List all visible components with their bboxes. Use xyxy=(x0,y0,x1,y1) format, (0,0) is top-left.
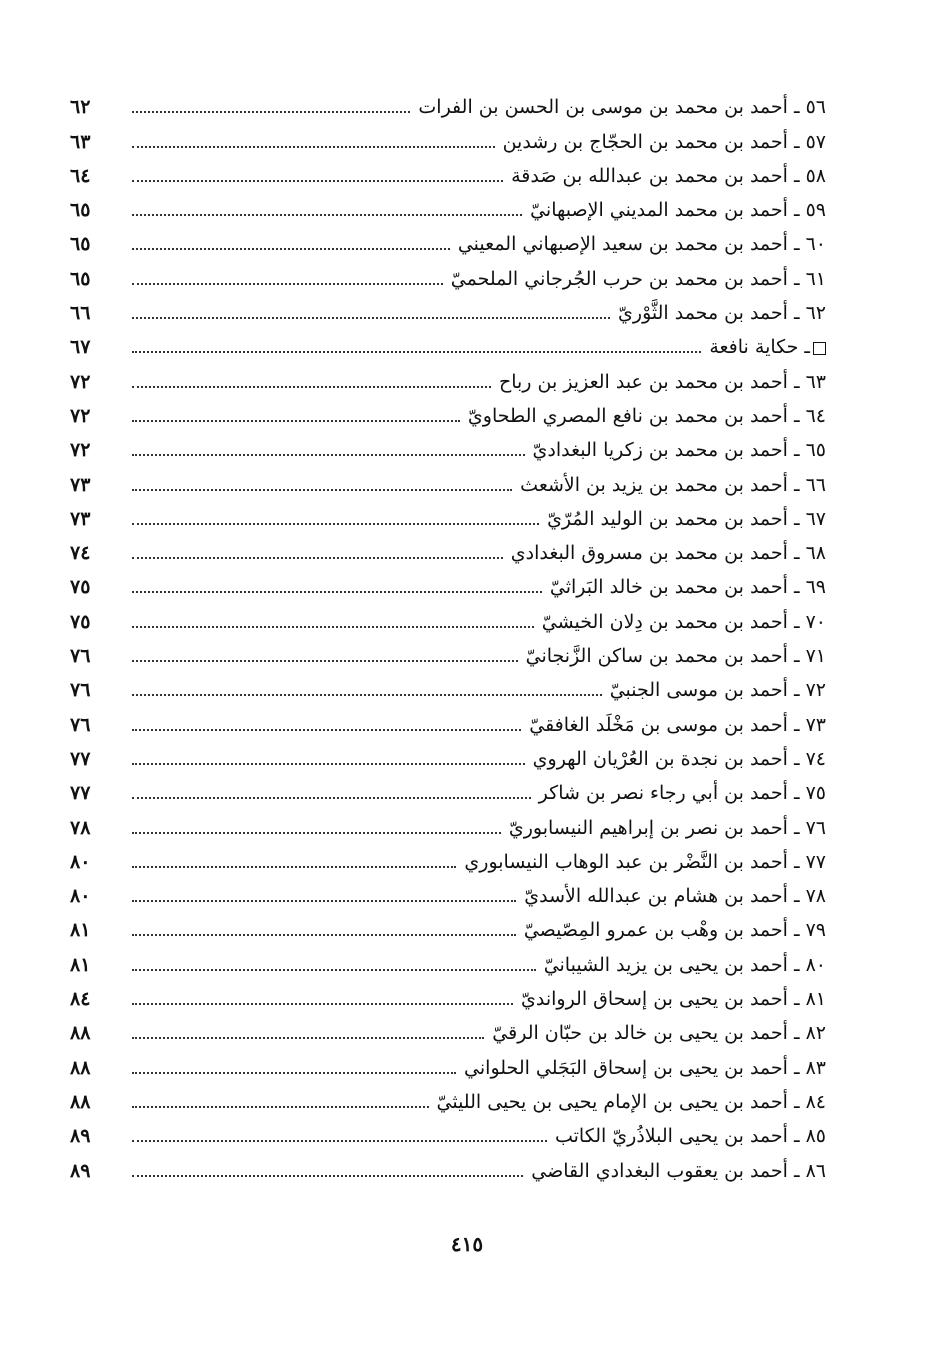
toc-entry-page: ٦٧ xyxy=(70,336,91,359)
toc-entry xyxy=(70,977,826,1011)
toc-entry-text: ٨١ ـ أحمد بن يحيى بن إسحاق الروانديّ xyxy=(520,988,826,1011)
toc-entry-text: ٦٢ ـ أحمد بن محمد الثَّوْريّ xyxy=(618,302,826,325)
toc-entry-title xyxy=(531,781,826,805)
dot-leader xyxy=(132,797,531,799)
dot-leader xyxy=(132,386,491,388)
toc-entry-text: ٥٧ ـ أحمد بن محمد بن الحجّاج بن رشدين xyxy=(502,130,826,153)
dot-leader xyxy=(132,1037,484,1039)
dot-leader xyxy=(132,180,503,182)
toc-entry-page: ٧٢ xyxy=(70,370,91,393)
toc-entry-title xyxy=(521,713,826,737)
dot-leader xyxy=(132,1140,547,1142)
toc-entry-text: ٧٢ ـ أحمد بن موسى الجنبيّ xyxy=(609,679,826,702)
dot-leader xyxy=(132,591,542,593)
dot-leader xyxy=(132,866,456,868)
toc-entry-page: ٧٤ xyxy=(70,542,91,565)
toc-entry-page: ٨١ xyxy=(70,919,91,942)
toc-entry-page: ٧٣ xyxy=(70,473,91,496)
dot-leader xyxy=(132,557,503,559)
toc-entry-page: ٧٧ xyxy=(70,747,91,770)
toc-entry xyxy=(70,85,826,119)
toc-entry-page: ٧٥ xyxy=(70,576,91,599)
toc-entry-text: ٧٨ ـ أحمد بن هشام بن عبدالله الأسديّ xyxy=(524,885,826,908)
toc-entry-page: ٧٣ xyxy=(70,507,91,530)
toc-entry xyxy=(70,154,826,188)
toc-entry-title xyxy=(429,1090,827,1114)
dot-leader xyxy=(132,214,522,216)
toc-entry-text: ـ حكاية نافعة xyxy=(709,336,810,359)
toc-entry-page: ٦٣ xyxy=(70,130,91,153)
toc-entry xyxy=(70,497,826,531)
square-bullet-icon xyxy=(813,342,826,355)
toc-entry-title xyxy=(410,95,826,119)
toc-entry xyxy=(70,1045,826,1079)
toc-entry-text: ٥٦ ـ أحمد بن محمد بن موسى بن الحسن بن الفرات xyxy=(418,96,826,119)
dot-leader xyxy=(132,626,534,628)
toc-entry-page: ٦٤ xyxy=(70,164,91,187)
toc-entry-page: ٨٨ xyxy=(70,1056,91,1079)
toc-entry xyxy=(70,291,826,325)
toc-entry-title xyxy=(525,747,826,771)
toc-entry xyxy=(70,359,826,393)
toc-entry-text: ٧٣ ـ أحمد بن موسى بن مَخْلَد الغافقيّ xyxy=(529,713,826,736)
dot-leader xyxy=(132,111,410,113)
toc-entry-text: ٧٧ ـ أحمد بن النَّضْر بن عبد الوهاب النيسابوري xyxy=(464,850,826,873)
dot-leader xyxy=(132,420,460,422)
toc-entry xyxy=(70,428,826,462)
toc-entry-page: ٦٥ xyxy=(70,199,91,222)
toc-entry-page: ٧٧ xyxy=(70,782,91,805)
toc-entry xyxy=(70,1148,826,1182)
toc-entry-text: ٧٦ ـ أحمد بن نصر بن إبراهيم النيسابوريّ xyxy=(508,816,826,839)
dot-leader xyxy=(132,694,602,696)
toc-entry xyxy=(70,805,826,839)
toc-entry-text: ٨٤ ـ أحمد بن يحيى بن الإمام يحيى بن يحيى الليثيّ xyxy=(436,1090,826,1113)
toc-entry-title xyxy=(539,507,826,531)
toc-entry-title xyxy=(516,884,826,908)
dot-leader xyxy=(132,934,516,936)
toc-entry-page: ٨٠ xyxy=(70,885,91,908)
toc-entry-title xyxy=(501,816,826,840)
toc-entry xyxy=(70,668,826,702)
toc-entry-text: ٧١ ـ أحمد بن محمد بن ساكن الزَّنجانيّ xyxy=(525,645,826,668)
toc-entry-text: ٨٠ ـ أحمد بن يحيى بن يزيد الشيبانيّ xyxy=(543,953,826,976)
toc-entry-title xyxy=(443,267,826,291)
toc-entry-text: ٦٠ ـ أحمد بن محمد بن سعيد الإصبهاني المعيني xyxy=(457,233,826,256)
toc-entry-title xyxy=(484,1021,826,1045)
dot-leader xyxy=(132,489,512,491)
toc-entry-text: ٦٤ ـ أحمد بن محمد بن نافع المصري الطحاويّ xyxy=(467,404,826,427)
dot-leader xyxy=(132,283,443,285)
toc-entry xyxy=(70,531,826,565)
toc-entry-page: ٧٢ xyxy=(70,439,91,462)
toc-entry-text: ٧٩ ـ أحمد بن وهْب بن عمرو المِصّيصيّ xyxy=(523,919,826,942)
toc-entry xyxy=(70,908,826,942)
toc-entry-page: ٨٩ xyxy=(70,1125,91,1148)
toc-entry-page: ٨٤ xyxy=(70,988,91,1011)
toc-entry-title xyxy=(516,918,826,942)
toc-entry-title xyxy=(456,1056,826,1080)
toc-entry xyxy=(70,1080,826,1114)
toc-entry-title xyxy=(525,438,826,462)
dot-leader xyxy=(132,248,450,250)
toc-entry-text: ٦١ ـ أحمد بن محمد بن حرب الجُرجاني الملحميّ xyxy=(450,267,826,290)
toc-entry-text: ٦٦ ـ أحمد بن محمد بن يزيد بن الأشعث xyxy=(520,473,826,496)
dot-leader xyxy=(132,660,518,662)
toc-entry-title xyxy=(503,164,826,188)
dot-leader xyxy=(132,900,516,902)
toc-entry xyxy=(70,119,826,153)
dot-leader xyxy=(132,351,701,353)
toc-entry xyxy=(70,394,826,428)
toc-entry-page: ٧٥ xyxy=(70,610,91,633)
toc-entry-text: ٥٩ ـ أحمد بن محمد المديني الإصبهانيّ xyxy=(530,199,826,222)
dot-leader xyxy=(132,1106,429,1108)
toc-entry xyxy=(70,222,826,256)
toc-entry-title xyxy=(512,473,826,497)
toc-entry-title xyxy=(610,301,826,325)
dot-leader xyxy=(132,729,521,731)
toc-entry-title xyxy=(522,198,826,222)
toc-entry-text: ٦٧ ـ أحمد بن محمد بن الوليد المُرّيّ xyxy=(547,507,826,530)
dot-leader xyxy=(132,1072,456,1074)
dot-leader xyxy=(132,969,536,971)
toc-entry-text: ٨٢ ـ أحمد بن يحيى بن خالد بن حبّان الرقيّ xyxy=(492,1022,826,1045)
toc-entry xyxy=(70,462,826,496)
toc-entry-page: ٨٨ xyxy=(70,1022,91,1045)
dot-leader xyxy=(132,763,525,765)
toc-entry xyxy=(70,942,826,976)
toc-entry-page: ٨٨ xyxy=(70,1090,91,1113)
toc-entry-page: ٧٦ xyxy=(70,645,91,668)
toc-entry xyxy=(70,565,826,599)
toc-entry-page: ٦٥ xyxy=(70,233,91,256)
toc-entry-text: ٨٣ ـ أحمد بن يحيى بن إسحاق البَجَلي الحلواني xyxy=(464,1056,826,1079)
dot-leader xyxy=(132,146,495,148)
toc-entry-page: ٦٢ xyxy=(70,96,91,119)
toc-entry-page: ٧٦ xyxy=(70,713,91,736)
toc-entry-page: ٨١ xyxy=(70,953,91,976)
dot-leader xyxy=(132,317,610,319)
toc-entry-title xyxy=(602,678,826,702)
dot-leader xyxy=(132,454,525,456)
toc-entry-title xyxy=(495,130,826,154)
toc-entry-title xyxy=(534,610,826,634)
toc-entry-page: ٨٩ xyxy=(70,1159,91,1182)
toc-entry xyxy=(70,874,826,908)
toc-entry xyxy=(70,702,826,736)
toc-entry-page: ٦٥ xyxy=(70,267,91,290)
toc-entry-text: ٦٥ ـ أحمد بن محمد بن زكريا البغداديّ xyxy=(532,439,826,462)
toc-entry xyxy=(70,771,826,805)
toc-entry-title xyxy=(513,987,826,1011)
table-of-contents xyxy=(70,85,826,1183)
toc-entry xyxy=(70,1011,826,1045)
toc-entry-page: ٦٦ xyxy=(70,302,91,325)
toc-entry-title xyxy=(491,370,826,394)
toc-entry-text: ٦٩ ـ أحمد بن محمد بن خالد البَراثيّ xyxy=(549,576,826,599)
toc-entry-text: ٦٨ ـ أحمد بن محمد بن مسروق البغدادي xyxy=(510,542,826,565)
toc-entry-text: ٦٣ ـ أحمد بن محمد بن عبد العزيز بن رباح xyxy=(498,370,826,393)
toc-entry xyxy=(70,188,826,222)
toc-entry-page: ٧٦ xyxy=(70,679,91,702)
page-number: ٤١٥ xyxy=(450,1232,484,1256)
toc-entry xyxy=(70,634,826,668)
toc-entry-text: ٨٥ ـ أحمد بن يحيى البلاذُريّ الكاتب xyxy=(554,1125,826,1148)
toc-entry xyxy=(70,737,826,771)
dot-leader xyxy=(132,832,501,834)
toc-entry-title xyxy=(523,1159,826,1183)
toc-entry-text: ٥٨ ـ أحمد بن محمد بن عبدالله بن صَدقة xyxy=(511,164,826,187)
toc-entry-title xyxy=(460,404,826,428)
toc-entry xyxy=(70,599,826,633)
toc-entry xyxy=(70,256,826,290)
dot-leader xyxy=(132,1003,513,1005)
dot-leader xyxy=(132,1175,523,1177)
toc-entry-title xyxy=(518,644,826,668)
toc-entry-text: ٧٠ ـ أحمد بن محمد بن دِلان الخيشيّ xyxy=(541,610,826,633)
toc-entry-title xyxy=(503,541,826,565)
toc-entry-title xyxy=(450,232,826,256)
toc-entry-page: ٧٨ xyxy=(70,816,91,839)
toc-entry xyxy=(70,1114,826,1148)
toc-entry-title xyxy=(701,335,826,359)
toc-entry-title xyxy=(547,1124,826,1148)
toc-entry-text: ٧٥ ـ أحمد بن أبي رجاء نصر بن شاكر xyxy=(538,782,826,805)
toc-entry-page: ٧٢ xyxy=(70,404,91,427)
toc-entry-title xyxy=(542,575,826,599)
toc-entry xyxy=(70,325,826,359)
toc-entry-text: ٨٦ ـ أحمد بن يعقوب البغدادي القاضي xyxy=(531,1159,826,1182)
toc-entry-text: ٧٤ ـ أحمد بن نجدة بن العُرْيان الهروي xyxy=(532,747,826,770)
toc-entry-page: ٨٠ xyxy=(70,850,91,873)
toc-entry-title xyxy=(456,850,826,874)
toc-entry xyxy=(70,840,826,874)
toc-entry-title xyxy=(536,953,826,977)
dot-leader xyxy=(132,523,539,525)
